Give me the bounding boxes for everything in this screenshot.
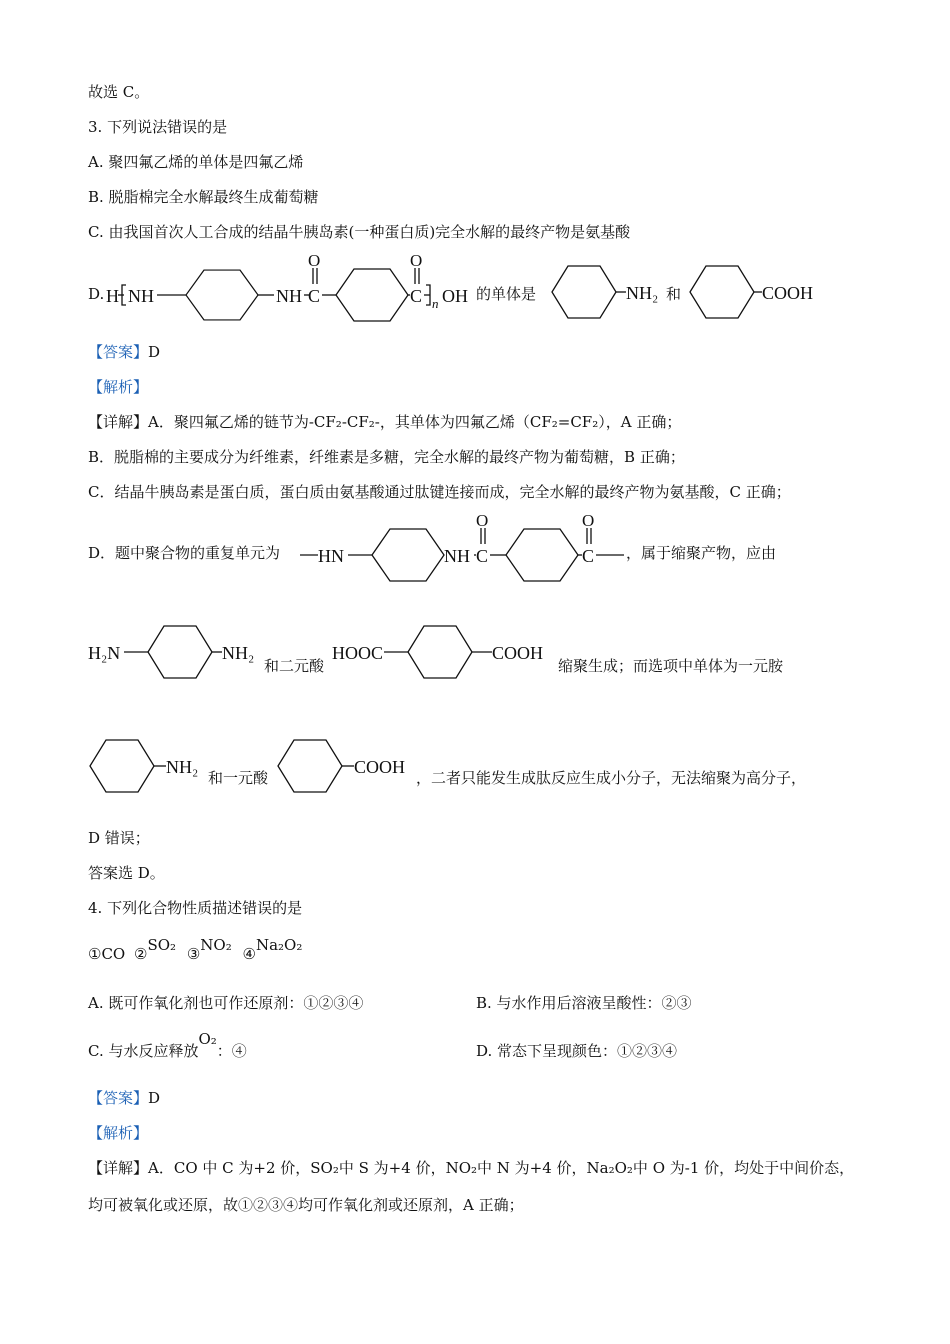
answer-value: D bbox=[148, 343, 161, 361]
detail-4b: 均可被氧化或还原，故①②③④均可作氧化剂或还原剂，A 正确； bbox=[88, 1196, 524, 1214]
detail-3d2-and: 和二元酸 bbox=[264, 657, 325, 675]
chem-nh2: NH₂ bbox=[626, 283, 659, 303]
analysis-3-tag: 【解析】 bbox=[88, 378, 149, 396]
option-d-mid: 的单体是 bbox=[476, 285, 537, 303]
chem-o-1: O bbox=[308, 252, 321, 270]
detail-3d2-post: 缩聚生成；而选项中单体为一元胺 bbox=[558, 657, 784, 675]
detail-4a bbox=[88, 1158, 854, 1178]
q4-option-b: B. 与水作用后溶液呈酸性：②③ bbox=[476, 994, 692, 1012]
question-4-title: 4. 下列化合物性质描述错误的是 bbox=[88, 899, 303, 917]
chem-na2o2: Na₂O₂ bbox=[255, 936, 303, 954]
chem-nh2-2: NH₂ bbox=[222, 643, 255, 663]
chem-o2: O₂ bbox=[198, 1030, 217, 1048]
q4-option-c bbox=[88, 1030, 247, 1061]
chem-nh2-3: NH₂ bbox=[166, 757, 199, 777]
option-a: A. 聚四氟乙烯的单体是四氟乙烯 bbox=[88, 153, 304, 171]
chem-c-4: C bbox=[582, 546, 595, 566]
text-line: 故选 C。 bbox=[88, 83, 150, 101]
polyamide-structure bbox=[104, 252, 474, 324]
chem-nh-1: NH bbox=[128, 286, 154, 306]
question-3-title: 3. 下列说法错误的是 bbox=[88, 118, 228, 136]
detail-3d3-post: ，二者只能发生成肽反应生成小分子，无法缩聚为高分子， bbox=[416, 769, 807, 787]
chem-n: n bbox=[432, 296, 439, 311]
detail-tag: 【详解】 bbox=[88, 413, 149, 431]
answer-value: D bbox=[148, 1089, 161, 1107]
detail-text: A．CO 中 C 为+2 价，SO₂中 S 为+4 价，NO₂中 N 为+4 价，Na₂O₂中 O 为-1 价，均处于中间价态， bbox=[148, 1159, 855, 1177]
option-b: B. 脱脂棉完全水解最终生成葡萄糖 bbox=[88, 188, 319, 206]
chem-no2: NO₂ bbox=[200, 936, 232, 954]
detail-3a bbox=[88, 412, 681, 432]
chem-cooh-3: COOH bbox=[354, 757, 406, 777]
detail-3b: B．脱脂棉的主要成分为纤维素，纤维素是多糖，完全水解的最终产物为葡萄糖，B 正确； bbox=[88, 448, 685, 466]
benzoic-acid-structure bbox=[682, 262, 832, 324]
answer-3 bbox=[88, 342, 160, 362]
option-d-and: 和 bbox=[666, 285, 682, 303]
option-d-prefix: D. bbox=[88, 285, 105, 303]
detail-3d-pre: D．题中聚合物的重复单元为 bbox=[88, 544, 281, 562]
detail-tag: 【详解】 bbox=[88, 1159, 149, 1177]
chem-c-3: C bbox=[476, 546, 489, 566]
chem-nh-3: NH bbox=[444, 546, 470, 566]
diamine-structure bbox=[86, 622, 266, 684]
chem-h2n: H₂N bbox=[88, 643, 121, 663]
chem-o-2: O bbox=[410, 252, 423, 270]
repeat-unit-structure bbox=[298, 512, 628, 584]
item-3-label: ③ bbox=[186, 945, 201, 963]
q4-option-d: D. 常态下呈现颜色：①②③④ bbox=[476, 1042, 678, 1060]
detail-3d4: D 错误； bbox=[88, 829, 150, 847]
answer-4 bbox=[88, 1088, 160, 1108]
diacid-structure bbox=[330, 622, 560, 684]
chem-h: H bbox=[106, 286, 119, 306]
item-1: ①CO bbox=[88, 945, 126, 963]
detail-3d-post: ，属于缩聚产物，应由 bbox=[626, 544, 777, 562]
aniline-structure-2 bbox=[86, 736, 216, 798]
chem-cooh: COOH bbox=[762, 283, 814, 303]
detail-3d3-and: 和一元酸 bbox=[208, 769, 269, 787]
chem-nh-2: NH bbox=[276, 286, 302, 306]
chem-hn: HN bbox=[318, 546, 344, 566]
q4c-post: ：④ bbox=[216, 1042, 247, 1060]
chem-oh: OH bbox=[442, 286, 468, 306]
question-4-items bbox=[88, 936, 303, 964]
benzoic-acid-structure-2 bbox=[274, 736, 424, 798]
chem-o-3: O bbox=[476, 512, 489, 530]
aniline-structure bbox=[544, 262, 684, 324]
chem-hooc: HOOC bbox=[332, 643, 384, 663]
q4-option-a: A. 既可作氧化剂也可作还原剂：①②③④ bbox=[88, 994, 364, 1012]
chem-o-4: O bbox=[582, 512, 595, 530]
option-c: C. 由我国首次人工合成的结晶牛胰岛素(一种蛋白质)完全水解的最终产物是氨基酸 bbox=[88, 223, 631, 241]
detail-text: A．聚四氟乙烯的链节为-CF₂-CF₂-，其单体为四氟乙烯（CF₂=CF₂），A 正确； bbox=[148, 413, 682, 431]
chem-c-2: C bbox=[410, 286, 423, 306]
q4c-pre: C. 与水反应释放 bbox=[88, 1042, 199, 1060]
answer-tag: 【答案】 bbox=[88, 343, 149, 361]
analysis-4-tag: 【解析】 bbox=[88, 1124, 149, 1142]
item-2-label: ② bbox=[134, 945, 148, 963]
item-4-label: ④ bbox=[242, 945, 256, 963]
answer-tag: 【答案】 bbox=[88, 1089, 149, 1107]
chem-cooh-2: COOH bbox=[492, 643, 544, 663]
chem-c-1: C bbox=[308, 286, 321, 306]
chem-so2: SO₂ bbox=[147, 936, 177, 954]
detail-3c: C．结晶牛胰岛素是蛋白质，蛋白质由氨基酸通过肽键连接而成，完全水解的最终产物为氨基酸，C 正确； bbox=[88, 483, 791, 501]
detail-3-end: 答案选 D。 bbox=[88, 864, 165, 882]
